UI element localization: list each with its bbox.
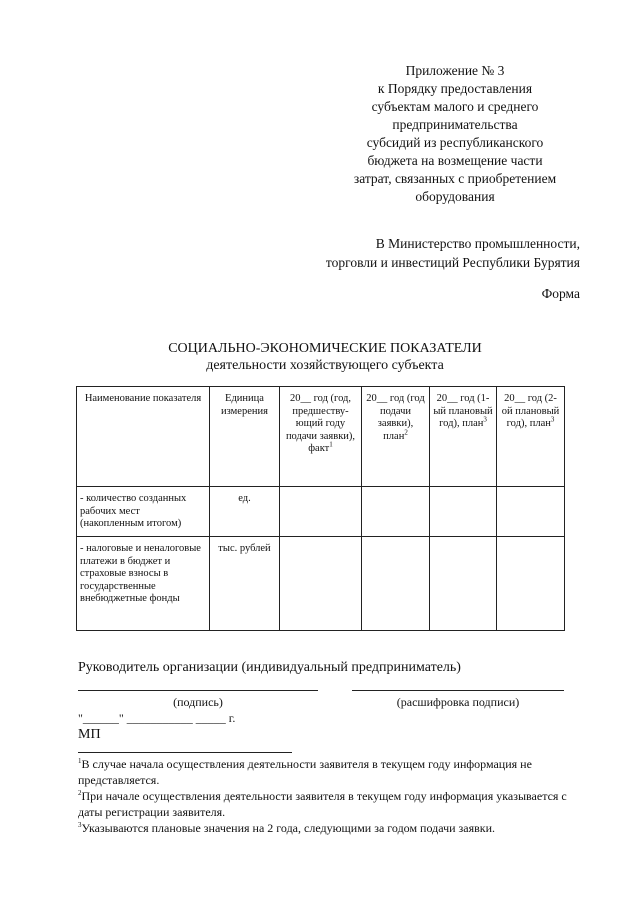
footnotes-block — [78, 756, 578, 836]
value-cell[interactable] — [362, 537, 430, 631]
table-row — [77, 487, 565, 537]
subtitle-line: деятельности хозяйствующего субъекта — [206, 358, 444, 373]
footnote: $^3$Указываются плановые значения на 2 года, следующими за годом подачи заявки. — [78, 821, 496, 835]
header-cell: Наименование показателя — [77, 387, 210, 487]
header-cell: Единица измерения — [210, 387, 280, 487]
appendix-line: затрат, связанных с приобретением — [353, 171, 557, 186]
addressee-block — [250, 234, 580, 272]
signature-head-label: Руководитель организации (индивидуальный предприниматель) — [78, 660, 461, 675]
decoding-line[interactable] — [352, 690, 564, 691]
row-unit-cell: тыс. рублей — [210, 537, 280, 631]
row-unit-cell: ед. — [210, 487, 280, 537]
value-cell[interactable] — [280, 537, 362, 631]
value-cell[interactable] — [497, 537, 565, 631]
row-name-cell: - налоговые и неналоговые платежи в бюджет и страховые взносы в государственные внебюджетные фонды — [77, 537, 210, 631]
value-cell[interactable] — [362, 487, 430, 537]
header-cell: 20__ год (год, предшеству-ющий году подачи заявки), факт$^1$ — [280, 387, 362, 487]
appendix-line: оборудования — [415, 189, 495, 204]
indicators-table — [76, 386, 565, 631]
signature-line[interactable] — [78, 690, 318, 691]
date-line[interactable]: "______" ___________ _____ г. — [78, 711, 236, 725]
title-line: СОЦИАЛЬНО-ЭКОНОМИЧЕСКИЕ ПОКАЗАТЕЛИ — [168, 341, 482, 356]
footnote-mark: 3 — [550, 415, 555, 424]
value-cell[interactable] — [497, 487, 565, 537]
header-cell: 20__ год (1-ый плановый год), план$^3$ — [430, 387, 497, 487]
value-cell[interactable] — [280, 487, 362, 537]
signature-caption: (подпись) — [173, 695, 223, 709]
table-header-row — [77, 387, 565, 487]
appendix-line: субсидий из республиканского — [366, 135, 544, 150]
appendix-line: к Порядку предоставления — [377, 81, 533, 96]
appendix-line: предпринимательства — [392, 117, 518, 132]
appendix-block — [330, 62, 580, 206]
footnote-mark: 1 — [329, 440, 333, 449]
decoding-caption: (расшифровка подписи) — [396, 695, 520, 709]
appendix-line: бюджета на возмещение части — [367, 153, 543, 168]
header-cell: 20__ год (2-ой плановый год), план$^3$ — [497, 387, 565, 487]
value-cell[interactable] — [430, 537, 497, 631]
addressee-line: торговли и инвестиций Республики Бурятия — [325, 255, 580, 270]
header-cell: 20__ год (год подачи заявки), план$^2$ — [362, 387, 430, 487]
form-label: Форма — [541, 286, 580, 301]
appendix-line: субъектам малого и среднего — [371, 99, 539, 114]
footnote-mark: 3 — [483, 415, 487, 424]
document-title — [60, 340, 590, 374]
addressee-line: В Министерство промышленности, — [375, 236, 580, 251]
stamp-label: МП — [78, 727, 101, 742]
footnote: $^1$В случае начала осуществления деятельности заявителя в текущем году информация не представляется. — [78, 757, 532, 787]
footnote-mark: 3 — [78, 821, 82, 829]
table-row — [77, 537, 565, 631]
row-name-cell: - количество созданных рабочих мест (накопленным итогом) — [77, 487, 210, 537]
value-cell[interactable] — [430, 487, 497, 537]
appendix-line: Приложение № 3 — [405, 63, 505, 78]
footnote-separator — [78, 752, 292, 753]
footnote: $^2$При начале осуществления деятельности заявителя в текущем году информация указывается с даты регистрации заявителя. — [78, 789, 567, 819]
footnote-mark: 2 — [78, 789, 82, 797]
footnote-mark: 1 — [78, 757, 82, 765]
footnote-mark: 2 — [404, 428, 408, 436]
